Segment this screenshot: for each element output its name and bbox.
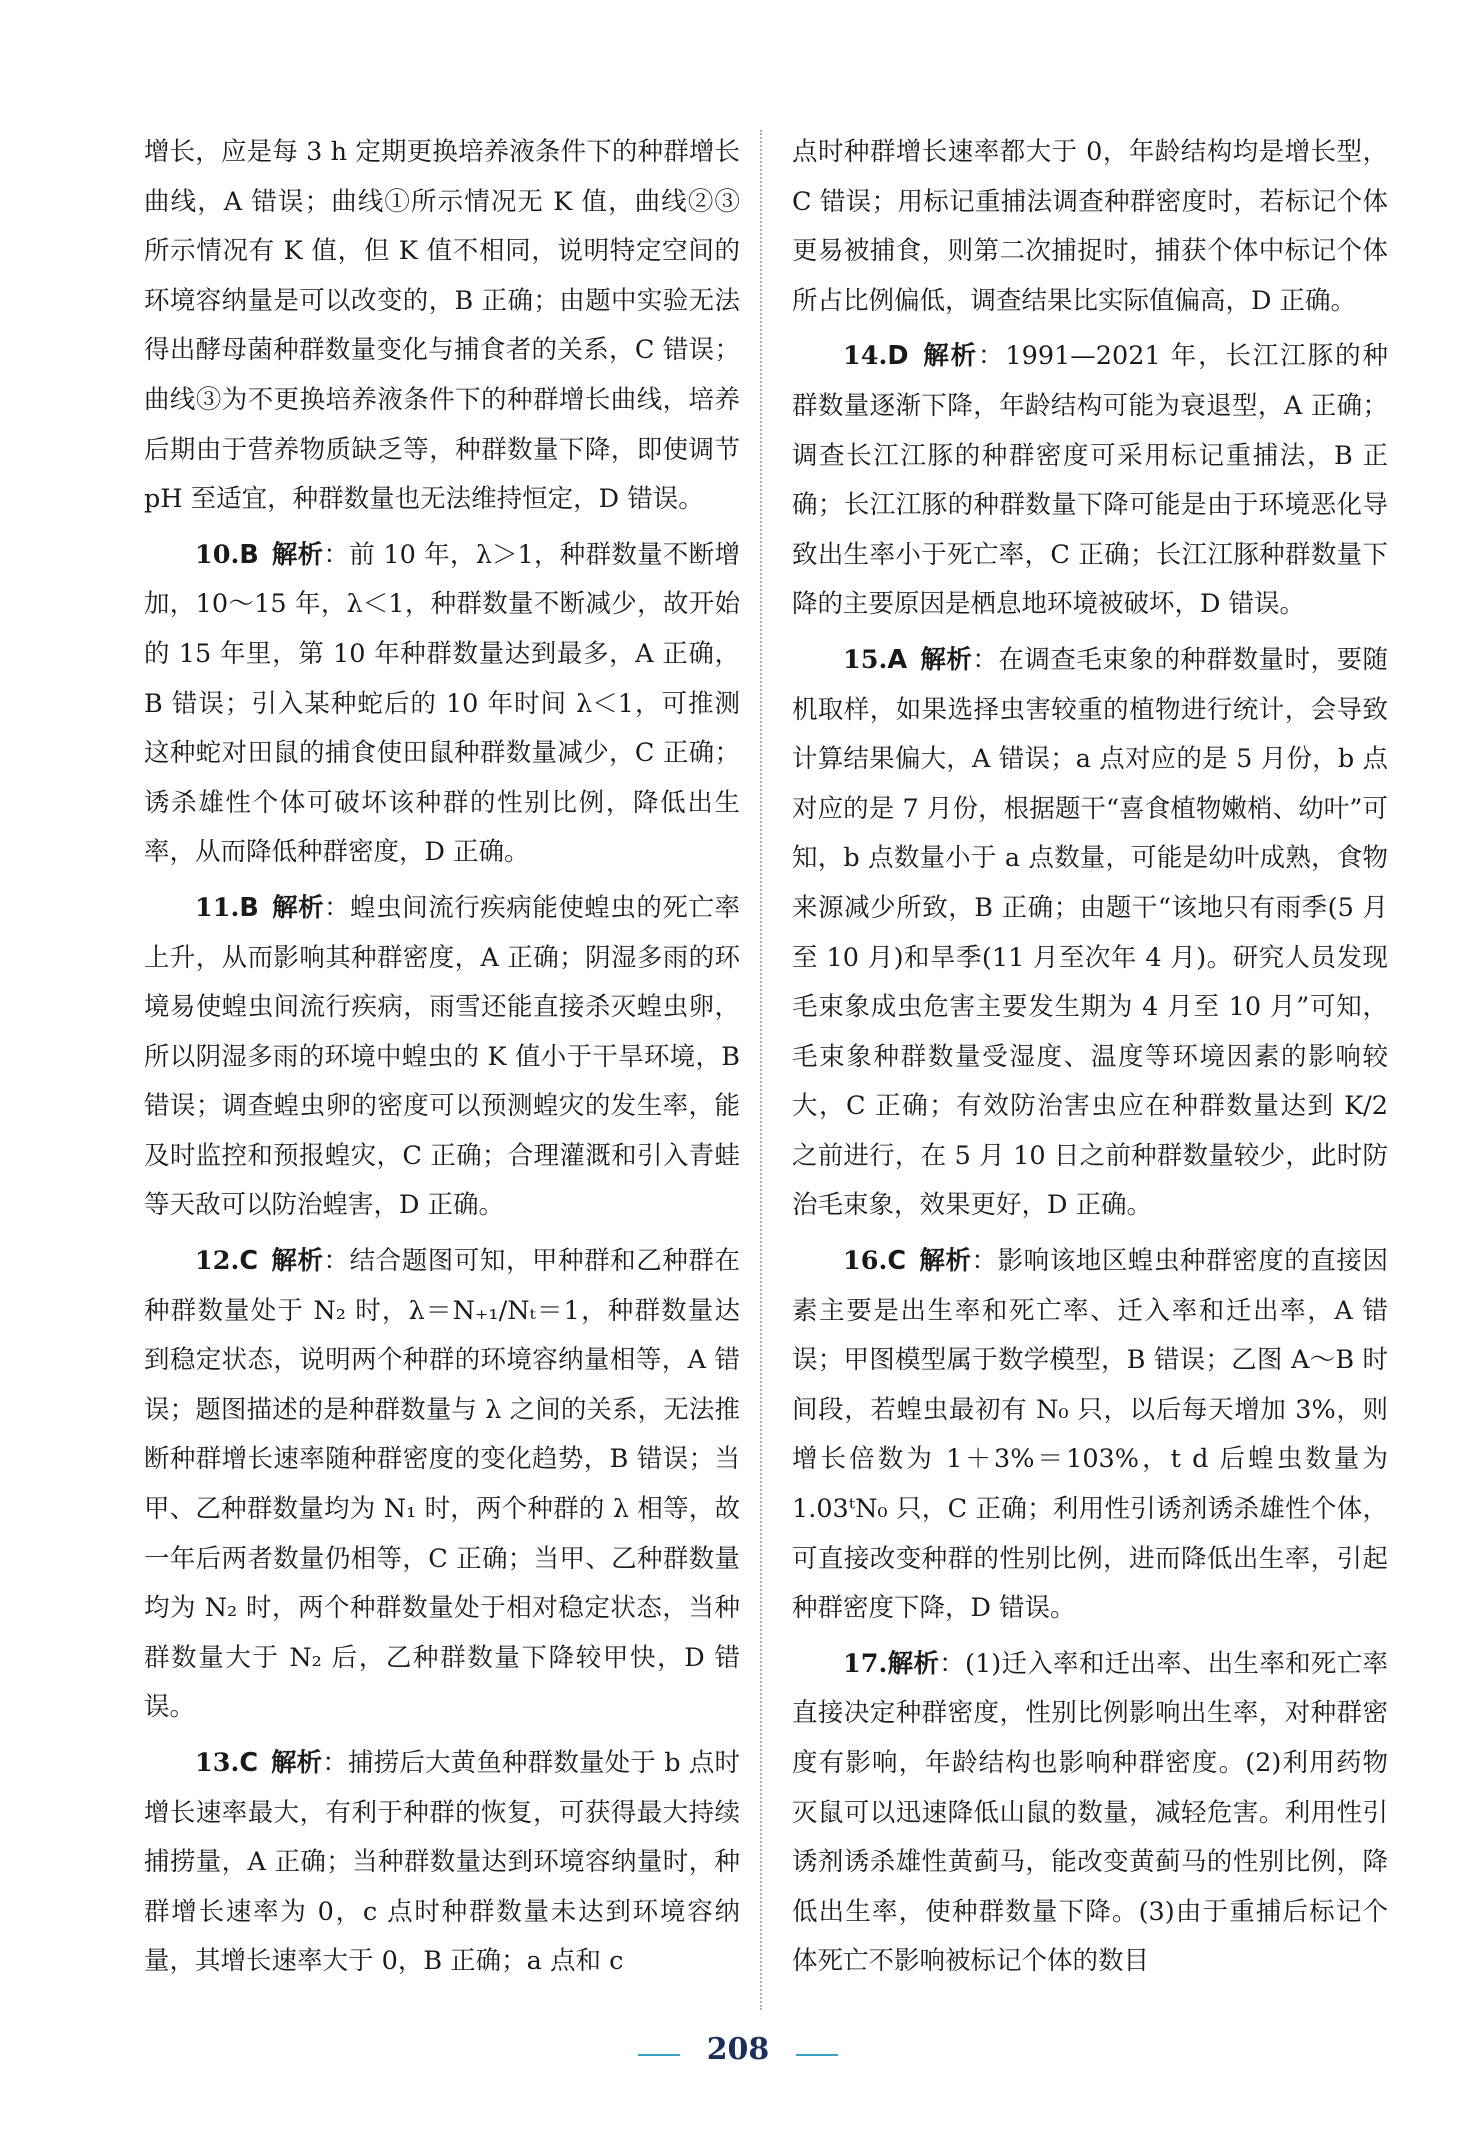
footer-right-dash	[796, 2054, 838, 2056]
analysis-label: 解析	[887, 1648, 940, 1679]
analysis-label: 解析	[271, 539, 324, 570]
question-number: 13.	[195, 1748, 240, 1778]
question-number: 15.	[843, 644, 888, 675]
explanation-text: ：蝗虫间流行疾病能使蝗虫的死亡率上升，从而影响其种群密度，A 正确；阴湿多雨的环境易使蝗虫间流行疾病，雨雪还能直接杀灭蝗虫卵，所以阴湿多雨的环境中蝗虫的 K 值小于干旱环境，B 错误；调查蝗虫卵的密度可以预测蝗灾的发生率，能及时监控和预报蝗灾，C 正确；合理灌溉和引入青蛙等天敌可以防治蝗害，D 正确。	[144, 892, 740, 1221]
page-footer	[0, 2032, 1476, 2067]
continued-explanation	[144, 128, 740, 525]
analysis-label: 解析	[271, 892, 325, 923]
question-number: 17.	[843, 1648, 888, 1679]
analysis-label: 解析	[919, 644, 973, 675]
analysis-label: 解析	[270, 1246, 324, 1277]
explanation-text: ：捕捞后大黄鱼种群数量处于 b 点时增长速率最大，有利于种群的恢复，可获得最大持续捕捞量，A 正确；当种群数量达到环境容纳量时，种群增长速率为 0，c 点时种群数量未达到环境容纳量，其增长速率大于 0，B 正确；a 点和 c	[144, 1748, 740, 1977]
answer-choice: D	[887, 341, 909, 372]
explanation-text: ：(1)迁入率和迁出率、出生率和死亡率直接决定种群密度，性别比例影响出生率，对种群密度有影响，年龄结构也影响种群密度。(2)利用药物灭鼠可以迅速降低山鼠的数量，减轻危害。利用性引诱剂诱杀雄性黄蓟马，能改变黄蓟马的性别比例，降低出生率，使种群数量下降。(3)由于重捕后标记个体死亡不影响被标记个体的数目	[792, 1648, 1388, 1977]
answer-explanation	[144, 1237, 740, 1733]
answer-choice: B	[239, 539, 259, 570]
answer-choice: B	[239, 892, 259, 923]
answer-choice: C	[239, 1748, 259, 1778]
explanation-text: ：在调查毛束象的种群数量时，要随机取样，如果选择虫害较重的植物进行统计，会导致计算结果偏大，A 错误；a 点对应的是 5 月份，b 点对应的是 7 月份，根据题干“喜食植物嫩梢、幼叶”可知，b 点数量小于 a 点数量，可能是幼叶成熟，食物来源减少所致，B 正确；由题干“该地只有雨季(5 月至 10 月)和旱季(11 月至次年 4 月)。研究人员发现毛束象成虫危害主要发生期为 4 月至 10 月”可知，毛束象种群数量受湿度、温度等环境因素的影响较大，C 正确；有效防治害虫应在种群数量达到 K/2 之前进行，在 5 月 10 日之前种群数量较少，此时防治毛束象，效果更好，D 正确。	[792, 644, 1388, 1221]
answer-choice: C	[239, 1246, 259, 1277]
explanation-text: ：1991—2021 年，长江江豚的种群数量逐渐下降，年龄结构可能为衰退型，A 正确；调查长江江豚的种群密度可采用标记重捕法，B 正确；长江江豚的种群数量下降可能是由于环境恶化导致出生率小于死亡率，C 正确；长江江豚种群数量下降的主要原因是栖息地环境被破坏，D 错误。	[792, 341, 1388, 620]
analysis-label: 解析	[270, 1748, 323, 1778]
question-number: 11.	[195, 892, 240, 923]
question-number: 16.	[843, 1246, 888, 1277]
left-column	[144, 128, 740, 1993]
answer-explanation	[144, 531, 740, 878]
answer-choice: A	[887, 644, 908, 675]
answer-explanation	[792, 636, 1388, 1231]
answer-explanation	[792, 1640, 1388, 1987]
explanation-text: 点时种群增长速率都大于 0，年龄结构均是增长型，C 错误；用标记重捕法调查种群密度时，若标记个体更易被捕食，则第二次捕捉时，捕获个体中标记个体所占比例偏低，调查结果比实际值偏高，D 正确。	[792, 137, 1388, 316]
footer-left-dash	[638, 2054, 680, 2056]
question-number: 14.	[843, 341, 888, 372]
answer-explanation	[792, 1237, 1388, 1634]
continued-explanation	[792, 128, 1388, 326]
page-number: 208	[706, 2032, 770, 2067]
answer-explanation	[792, 332, 1388, 630]
explanation-text: ：结合题图可知，甲种群和乙种群在种群数量处于 N₂ 时，λ＝N₊₁/Nₜ＝1，种群数量达到稳定状态，说明两个种群的环境容纳量相等，A 错误；题图描述的是种群数量与 λ 之间的关系，无法推断种群增长速率随种群密度的变化趋势，B 错误；当甲、乙种群数量均为 N₁ 时，两个种群的 λ 相等，故一年后两者数量仍相等，C 正确；当甲、乙种群数量均为 N₂ 时，两个种群数量处于相对稳定状态，当种群数量大于 N₂ 后，乙种群数量下降较甲快，D 错误。	[144, 1246, 740, 1723]
column-divider	[760, 130, 762, 2010]
right-column	[792, 128, 1388, 1993]
analysis-label: 解析	[921, 341, 978, 372]
analysis-label: 解析	[918, 1246, 972, 1277]
answer-choice: C	[887, 1246, 907, 1277]
answer-explanation	[144, 1739, 740, 1987]
explanation-text: 增长，应是每 3 h 定期更换培养液条件下的种群增长曲线，A 错误；曲线①所示情况无 K 值，曲线②③所示情况有 K 值，但 K 值不相同，说明特定空间的环境容纳量是可以改变的，B 正确；由题中实验无法得出酵母菌种群数量变化与捕食者的关系，C 错误；曲线③为不更换培养液条件下的种群增长曲线，培养后期由于营养物质缺乏等，种群数量下降，即使调节 pH 至适宜，种群数量也无法维持恒定，D 错误。	[144, 137, 740, 515]
answer-explanation	[144, 884, 740, 1231]
explanation-text: ：前 10 年，λ＞1，种群数量不断增加，10～15 年，λ＜1，种群数量不断减少，故开始的 15 年里，第 10 年种群数量达到最多，A 正确，B 错误；引入某种蛇后的 10 年时间 λ＜1，可推测这种蛇对田鼠的捕食使田鼠种群数量减少，C 正确；诱杀雄性个体可破坏该种群的性别比例，降低出生率，从而降低种群密度，D 正确。	[144, 539, 740, 868]
question-number: 12.	[195, 1246, 240, 1277]
explanation-text: ：影响该地区蝗虫种群密度的直接因素主要是出生率和死亡率、迁入率和迁出率，A 错误；甲图模型属于数学模型，B 错误；乙图 A～B 时间段，若蝗虫最初有 N₀ 只，以后每天增加 3%，则增长倍数为 1＋3%＝103%，t d 后蝗虫数量为 1.03ᵗN₀ 只，C 正确；利用性引诱剂诱杀雄性个体，可直接改变种群的性别比例，进而降低出生率，引起种群密度下降，D 错误。	[792, 1246, 1388, 1624]
question-number: 10.	[195, 539, 240, 570]
